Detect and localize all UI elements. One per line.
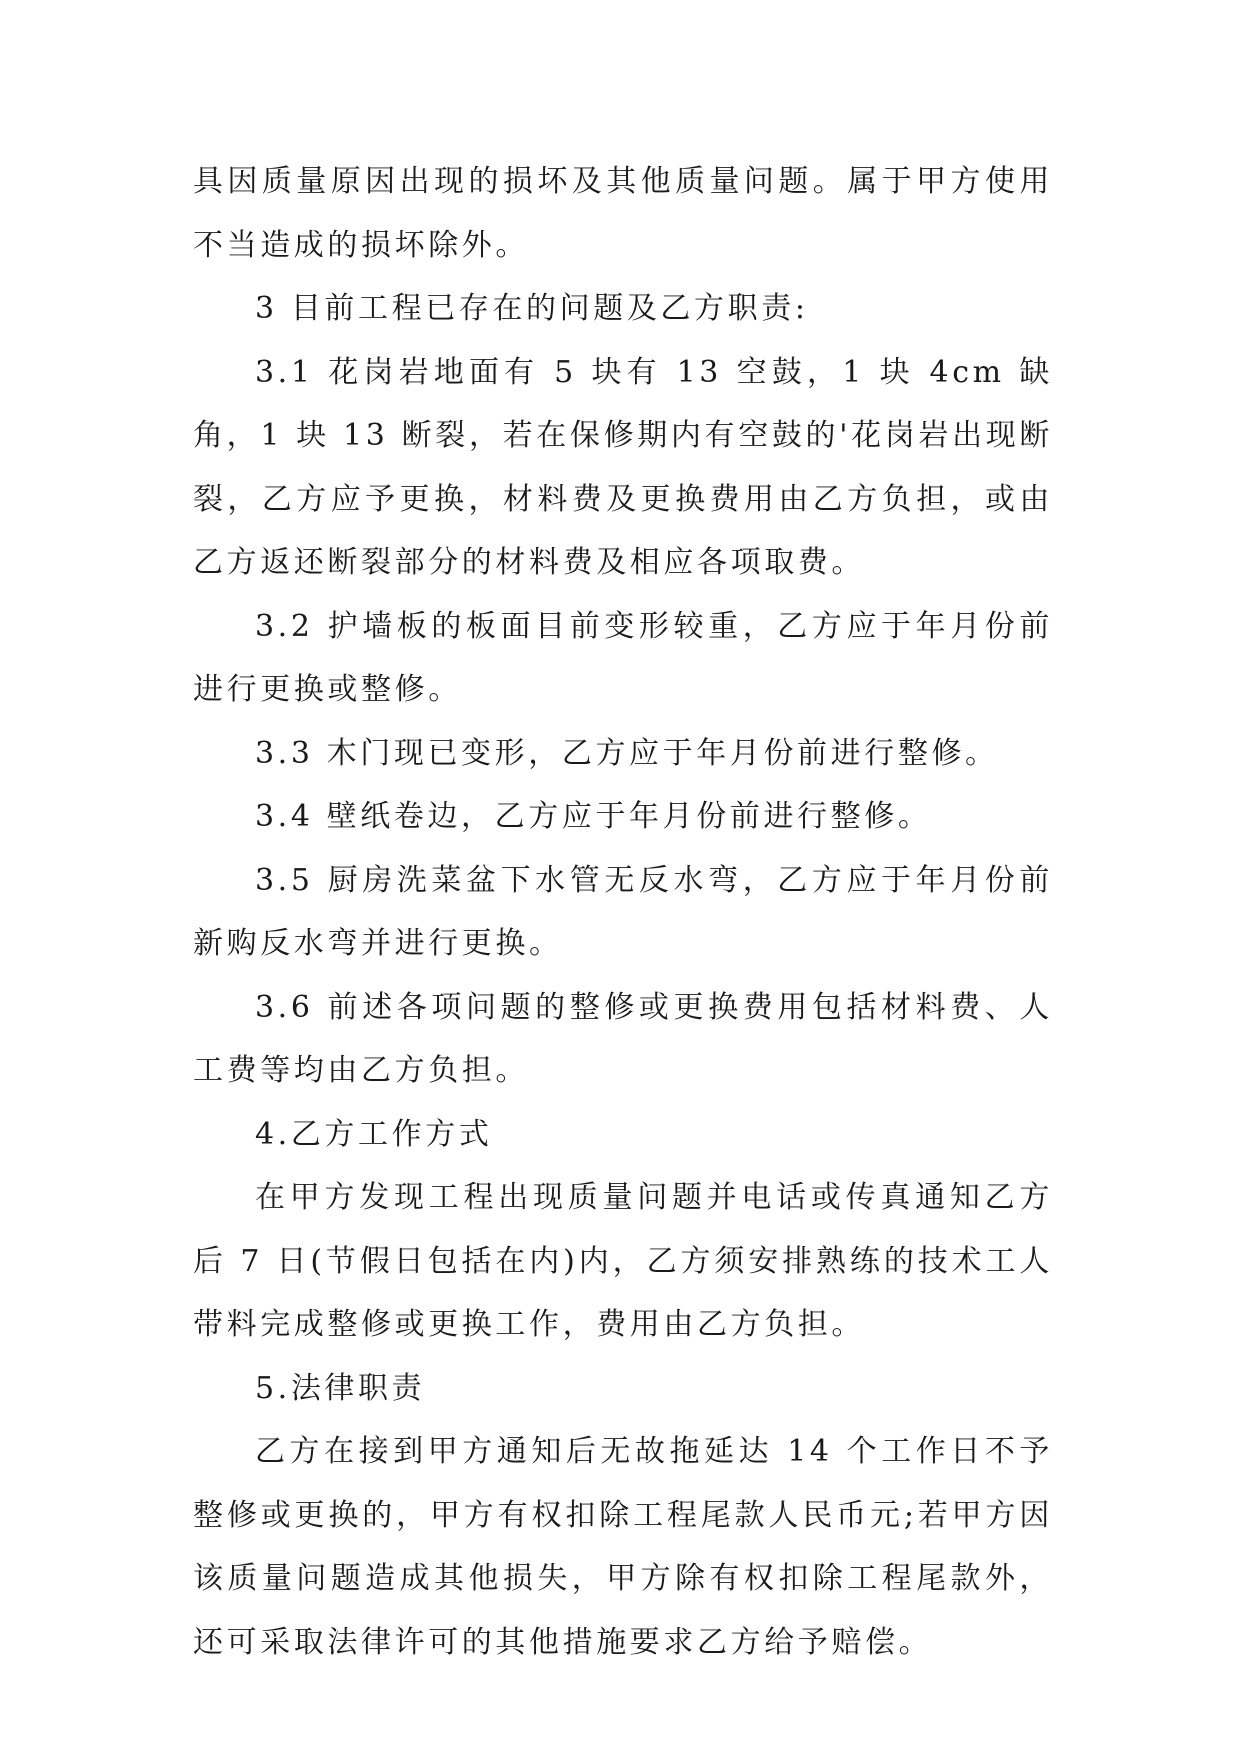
paragraph-3-1: 3.1 花岗岩地面有 5 块有 13 空鼓，1 块 4cm 缺角，1 块 13 断裂，若在保修期内有空鼓的'花岗岩出现断裂，乙方应予更换，材料费及更换费用由乙方负担，或由乙方返还断裂部分的材料费及相应各项取费。	[193, 354, 1053, 580]
paragraph-continuation: 具因质量原因出现的损坏及其他质量问题。属于甲方使用不当造成的损坏除外。	[193, 164, 1053, 263]
paragraph-3-2: 3.2 护墙板的板面目前变形较重，乙方应于年月份前进行更换或整修。	[193, 608, 1053, 707]
paragraph-section-3-heading: 3 目前工程已存在的问题及乙方职责:	[255, 291, 809, 326]
paragraph-section-4-heading: 4.乙方工作方式	[255, 1116, 493, 1152]
paragraph-3-5: 3.5 厨房洗菜盆下水管无反水弯，乙方应于年月份前新购反水弯并进行更换。	[193, 862, 1053, 961]
paragraph-3-6: 3.6 前述各项问题的整修或更换费用包括材料费、人工费等均由乙方负担。	[193, 989, 1053, 1088]
paragraph-3-3: 3.3 木门现已变形，乙方应于年月份前进行整修。	[255, 735, 999, 771]
paragraph-3-4: 3.4 壁纸卷边，乙方应于年月份前进行整修。	[255, 799, 932, 834]
document-body	[193, 150, 1053, 1674]
paragraph-section-4-body: 在甲方发现工程出现质量问题并电话或传真通知乙方后 7 日(节假日包括在内)内，乙方须安排熟练的技术工人带料完成整修或更换工作，费用由乙方负担。	[193, 1180, 1053, 1342]
paragraph-section-5-heading: 5.法律职责	[255, 1370, 426, 1406]
paragraph-section-5-body: 乙方在接到甲方通知后无故拖延达 14 个工作日不予整修或更换的，甲方有权扣除工程尾款人民币元;若甲方因该质量问题造成其他损失，甲方除有权扣除工程尾款外，还可采取法律许可的其他措施要求乙方给予赔偿。	[193, 1434, 1053, 1660]
